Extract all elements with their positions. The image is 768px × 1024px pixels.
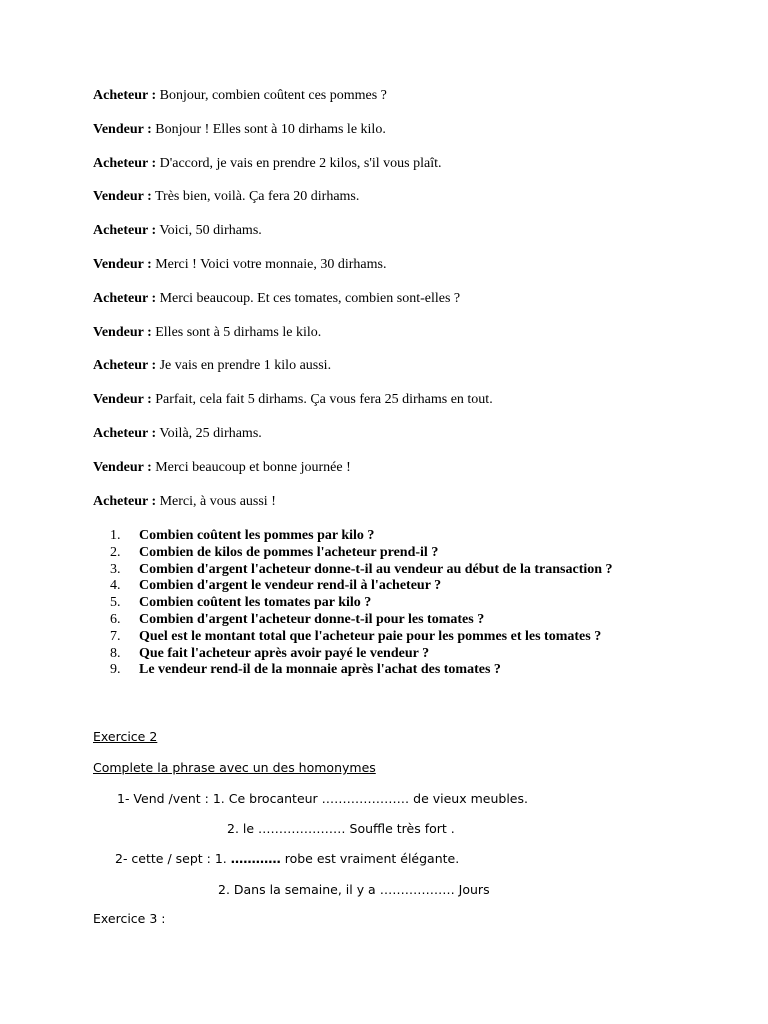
question-number: 5. (110, 595, 121, 611)
exercise3-title: Exercice 3 : (93, 911, 166, 926)
dialogue-line (93, 188, 713, 205)
utterance: Merci ! Voici votre monnaie, 30 dirhams. (155, 256, 387, 272)
dialogue-line (93, 391, 713, 408)
question-text: Combien d'argent l'acheteur donne-t-il pour les tomates ? (139, 611, 485, 627)
sentence-end: robe est vraiment élégante. (280, 851, 460, 866)
exercise2-item2-sentence2 (218, 882, 490, 897)
exercise2-item1-sentence2 (227, 821, 455, 836)
utterance: Elles sont à 5 dirhams le kilo. (155, 324, 322, 340)
question-item (108, 646, 728, 663)
question-text: Combien de kilos de pommes l'acheteur prend-il ? (139, 544, 439, 560)
question-list (108, 528, 728, 679)
dialogue-line (93, 459, 713, 476)
utterance: Bonjour, combien coûtent ces pommes ? (159, 88, 387, 103)
question-item (108, 578, 728, 595)
utterance: Merci beaucoup et bonne journée ! (155, 459, 351, 475)
sentence-end: de vieux meubles. (409, 791, 528, 806)
dialogue-line (93, 357, 713, 374)
question-text: Que fait l'acheteur après avoir payé le vendeur ? (139, 645, 430, 661)
blank-dots: ………… (230, 851, 281, 866)
speaker: Acheteur : (93, 493, 157, 509)
sentence-start: 1. Ce brocanteur (212, 791, 322, 806)
speaker: Vendeur : (93, 256, 152, 272)
exercise2-item2 (115, 851, 459, 866)
question-item (108, 662, 728, 679)
question-number: 2. (110, 544, 121, 560)
question-text: Combien coûtent les pommes par kilo ? (139, 528, 375, 543)
dialogue-line (93, 155, 713, 172)
utterance: Bonjour ! Elles sont à 10 dirhams le kilo. (155, 121, 386, 137)
question-text: Combien d'argent l'acheteur donne-t-il au vendeur au début de la transaction ? (139, 561, 613, 577)
speaker: Acheteur : (93, 358, 157, 374)
utterance: Je vais en prendre 1 kilo aussi. (159, 358, 332, 374)
dialogue-line (93, 256, 713, 273)
dialogue-line (93, 222, 713, 239)
exercise2-item1 (117, 791, 528, 806)
utterance: Merci, à vous aussi ! (159, 493, 276, 509)
utterance: Parfait, cela fait 5 dirhams. Ça vous fera 25 dirhams en tout. (155, 392, 493, 408)
question-number: 8. (110, 645, 121, 661)
dialogue-line (93, 493, 713, 510)
question-number: 4. (110, 578, 121, 594)
question-number: 7. (110, 628, 121, 644)
blank-dots: ……………… (379, 882, 455, 897)
question-item (108, 612, 728, 629)
homonym-label: 1- Vend /vent : (117, 791, 209, 806)
question-number: 6. (110, 611, 121, 627)
question-item (108, 595, 728, 612)
question-number: 1. (110, 528, 121, 543)
question-item (108, 528, 728, 545)
dialogue-line (93, 121, 713, 138)
dialogue-line (93, 290, 713, 307)
utterance: Merci beaucoup. Et ces tomates, combien sont-elles ? (159, 290, 461, 306)
speaker: Vendeur : (93, 324, 152, 340)
sentence-end: Souffle très fort . (345, 821, 455, 836)
speaker: Acheteur : (93, 223, 157, 239)
question-text: Combien coûtent les tomates par kilo ? (139, 595, 372, 611)
speaker: Vendeur : (93, 392, 152, 408)
question-number: 9. (110, 662, 121, 678)
question-item (108, 629, 728, 646)
question-number: 3. (110, 561, 121, 577)
question-text: Quel est le montant total que l'acheteur paie pour les pommes et les tomates ? (139, 628, 602, 644)
blank-dots: ………………… (258, 821, 346, 836)
homonym-label: 2- cette / sept : (115, 851, 211, 866)
dialogue-line (93, 425, 713, 442)
utterance: Voici, 50 dirhams. (159, 223, 262, 239)
question-item (108, 562, 728, 579)
sentence-start: 1. (214, 851, 231, 866)
utterance: D'accord, je vais en prendre 2 kilos, s'il vous plaît. (159, 155, 442, 171)
speaker: Vendeur : (93, 121, 152, 137)
question-text: Le vendeur rend-il de la monnaie après l'achat des tomates ? (139, 662, 501, 678)
dialogue-line (93, 87, 713, 104)
exercise2-title: Exercice 2 (93, 729, 158, 744)
utterance: Très bien, voilà. Ça fera 20 dirhams. (154, 189, 360, 205)
sentence-start: 2. Dans la semaine, il y a (218, 882, 380, 897)
question-text: Combien d'argent le vendeur rend-il à l'acheteur ? (139, 578, 442, 594)
speaker: Vendeur : (93, 189, 152, 205)
speaker: Acheteur : (93, 290, 157, 306)
speaker: Acheteur : (93, 155, 157, 171)
dialogue-line (93, 324, 713, 341)
sentence-start: 2. le (227, 821, 259, 836)
dialogue (93, 87, 713, 526)
blank-dots: ………………… (321, 791, 410, 806)
question-item (108, 545, 728, 562)
exercise2-instruction: Complete la phrase avec un des homonymes (93, 760, 376, 775)
speaker: Vendeur : (93, 459, 152, 475)
speaker: Acheteur : (93, 88, 157, 103)
sentence-end: Jours (454, 882, 490, 897)
speaker: Acheteur : (93, 425, 157, 441)
utterance: Voilà, 25 dirhams. (159, 425, 262, 441)
